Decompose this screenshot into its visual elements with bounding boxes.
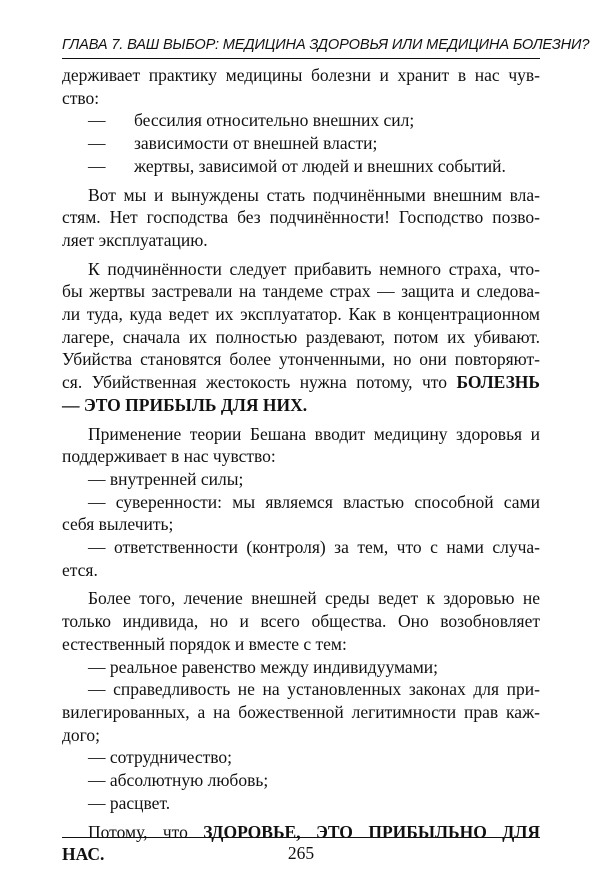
text-line: ство:	[62, 87, 100, 108]
list-item-text: жертвы, зависимой от людей и внешних событий.	[134, 155, 506, 176]
text-line: — справедливость не на установленных законах для при-	[88, 679, 540, 700]
text-line: К подчинённости следует прибавить немного страха, что-	[88, 258, 540, 279]
list-dash: —	[88, 133, 106, 154]
text-line: — ответственности (контроля) за тем, что с нами случа-	[88, 537, 540, 558]
text-line: только индивида, но и всего общества. Оно возобновляет	[62, 611, 540, 632]
emphasis-bold: БОЛЕЗНЬ	[456, 372, 540, 393]
text-line: бы жертвы застревали на тандеме страх — защита и следова-	[62, 281, 540, 302]
text-line: себя вылечить;	[62, 514, 174, 535]
text-line: — расцвет.	[88, 792, 171, 813]
text-line: Применение теории Бешана вводит медицину здоровья и	[88, 423, 540, 444]
text-line: ли туда, куда ведет их эксплуататор. Как в концентрационном	[62, 304, 540, 325]
text-line: Вот мы и вынуждены стать подчинёнными внешним вла-	[88, 184, 540, 205]
emphasis-bold-line: НАС.	[62, 844, 105, 865]
emphasis-bold-line: — ЭТО ПРИБЫЛЬ ДЛЯ НИХ.	[62, 394, 308, 415]
text-line: естественный порядок и вместе с тем:	[62, 633, 347, 654]
emphasis-bold: ЗДОРОВЬЕ, ЭТО ПРИБЫЛЬНО ДЛЯ	[203, 821, 540, 842]
text-line: лагере, сначала их полностью раздевают, потом их убивают.	[62, 326, 540, 347]
list-item-text: зависимости от внешней власти;	[134, 133, 378, 154]
text-line: — сотрудничество;	[88, 747, 232, 768]
dash-list-item	[62, 109, 540, 132]
text-line: Убийства становятся более утонченными, но они повторяют-	[62, 349, 540, 370]
page-number: 265	[287, 843, 315, 863]
text-line: стям. Нет господства без подчинённости! Господство позво-	[62, 207, 540, 228]
footer-rule	[62, 837, 540, 838]
body-text	[62, 64, 540, 866]
list-item-text: бессилия относительно внешних сил;	[134, 110, 415, 131]
list-dash: —	[88, 110, 106, 131]
text-line: — реальное равенство между индивидуумами;	[88, 656, 438, 677]
text-line: ляет эксплуатацию.	[62, 229, 208, 250]
running-header: ГЛАВА 7. ВАШ ВЫБОР: МЕДИЦИНА ЗДОРОВЬЯ ИЛИ МЕДИЦИНА БОЛЕЗНИ?	[62, 37, 590, 53]
text-line: — абсолютную любовь;	[88, 770, 269, 791]
dash-list-item	[62, 155, 540, 178]
text-line: вилегированных, а на божественной легитимности прав каж-	[62, 701, 540, 722]
text-line	[62, 371, 540, 394]
text-run: ся. Убийственная жестокость нужна потому, что	[62, 372, 457, 393]
text-line: дого;	[62, 724, 101, 745]
text-line: Более того, лечение внешней среды ведет к здоровью не	[88, 588, 540, 609]
text-line: — суверенности: мы являемся властью способной сами	[88, 491, 540, 512]
text-line: поддерживает в нас чувство:	[62, 446, 276, 467]
header-rule	[62, 58, 540, 59]
text-line	[62, 821, 540, 844]
text-line: — внутренней силы;	[88, 468, 244, 489]
text-line: ется.	[62, 559, 98, 580]
text-line: держивает практику медицины болезни и хранит в нас чув-	[62, 65, 540, 85]
dash-list-item	[62, 132, 540, 155]
list-dash: —	[88, 155, 106, 176]
text-run: Потому, что	[88, 821, 204, 842]
